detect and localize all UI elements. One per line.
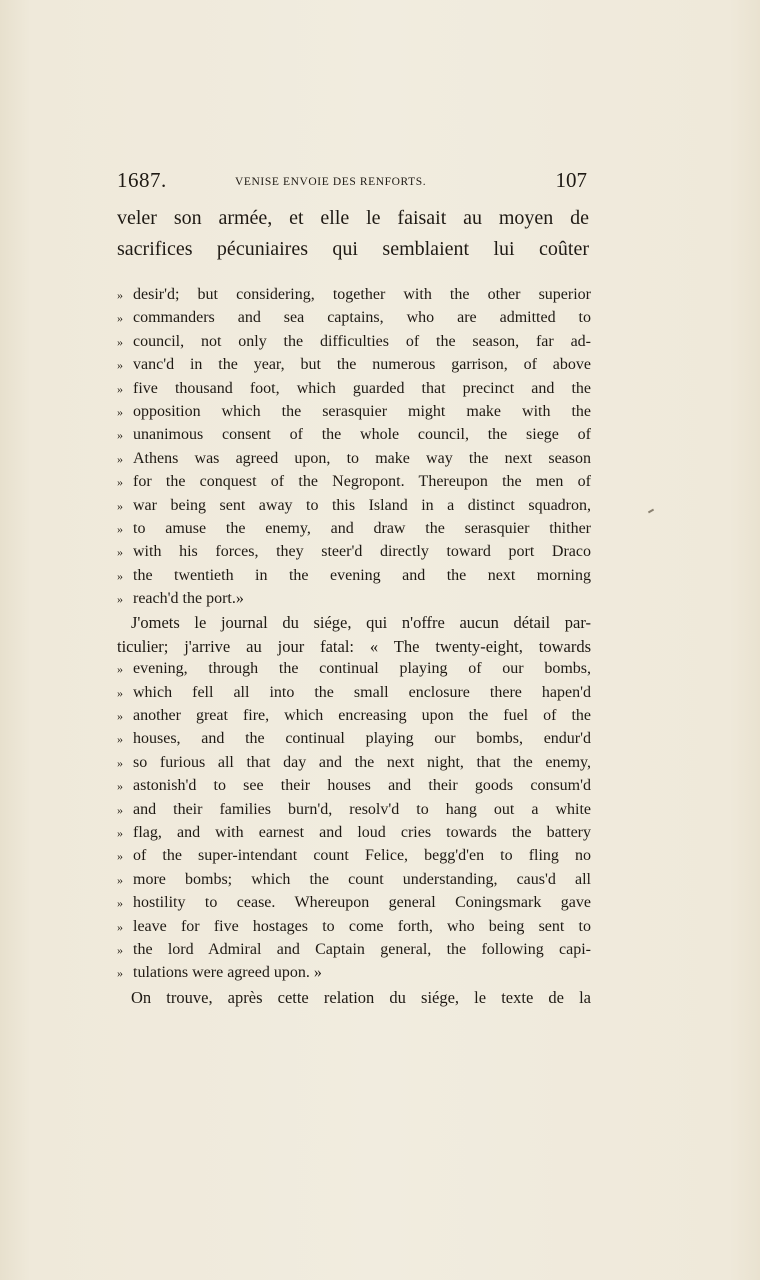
- prose-line: On trouve, après cette relation du siége, le texte de la: [131, 987, 591, 1007]
- quote-mark: »: [117, 896, 123, 911]
- quote-mark: »: [117, 779, 123, 794]
- quote-line: more bombs; which the count understanding, caus'd all: [133, 870, 591, 888]
- quote-line: flag, and with earnest and loud cries towards the battery: [133, 823, 591, 841]
- text-line: veler son armée, et elle le faisait au moyen de: [117, 207, 589, 229]
- quote-mark: »: [117, 662, 123, 677]
- quote-line: war being sent away to this Island in a distinct squadron,: [133, 496, 591, 514]
- running-title: VENISE ENVOIE DES RENFORTS.: [235, 176, 427, 188]
- quote-mark: »: [117, 498, 123, 513]
- quote-mark: »: [117, 381, 123, 396]
- quote-line: Athens was agreed upon, to make way the next season: [133, 449, 591, 467]
- quote-line: council, not only the difficulties of the season, far ad-: [133, 332, 591, 350]
- quote-line: which fell all into the small enclosure there hapen'd: [133, 683, 591, 701]
- page-header: [117, 168, 587, 198]
- quote-line: with his forces, they steer'd directly toward port Draco: [133, 543, 591, 561]
- quote-line: the lord Admiral and Captain general, the following capi-: [133, 940, 591, 958]
- quote-mark: »: [117, 849, 123, 864]
- quote-line: five thousand foot, which guarded that precinct and the: [133, 379, 591, 397]
- quote-mark: »: [117, 568, 123, 583]
- quote-line: leave for five hostages to come forth, who being sent to: [133, 917, 591, 935]
- quote-mark: »: [117, 521, 123, 536]
- quote-mark: »: [117, 545, 123, 560]
- quote-mark: »: [117, 709, 123, 724]
- quote-mark: »: [117, 802, 123, 817]
- quote-mark: »: [117, 451, 123, 466]
- quote-mark: »: [117, 592, 123, 607]
- quote-line: for the conquest of the Negropont. Thereupon the men of: [133, 473, 591, 491]
- quote-mark: »: [117, 334, 123, 349]
- quote-mark: »: [117, 732, 123, 747]
- quote-line: commanders and sea captains, who are admitted to: [133, 309, 591, 327]
- quote-mark: »: [117, 288, 123, 302]
- page-number: 107: [555, 168, 587, 192]
- quote-line: the twentieth in the evening and the next morning: [133, 566, 591, 584]
- quote-mark: »: [117, 966, 123, 981]
- quote-line: evening, through the continual playing of our bombs,: [133, 660, 591, 678]
- quote-line: opposition which the serasquier might make with the: [133, 402, 591, 420]
- quote-line: houses, and the continual playing our bombs, endur'd: [133, 730, 591, 748]
- quote-line: to amuse the enemy, and draw the serasquier thither: [133, 519, 591, 537]
- quote-line: and their families burn'd, resolv'd to hang out a white: [133, 800, 591, 818]
- quoted-passage: [117, 286, 591, 1011]
- prose-line: ticulier; j'arrive au jour fatal: « The twenty-eight, towards: [117, 636, 591, 656]
- quote-mark: »: [117, 825, 123, 840]
- quote-line: hostility to cease. Whereupon general Coningsmark gave: [133, 894, 591, 912]
- quote-line: reach'd the port.»: [133, 590, 244, 608]
- quote-line: desir'd; but considering, together with the other superior: [133, 286, 591, 303]
- quote-line: another great fire, which encreasing upon the fuel of the: [133, 707, 591, 725]
- opening-paragraph: [117, 203, 589, 265]
- quote-mark: »: [117, 311, 123, 326]
- quote-mark: »: [117, 685, 123, 700]
- quote-line: astonish'd to see their houses and their goods consum'd: [133, 777, 591, 795]
- quote-line: of the super-intendant count Felice, begg'd'en to fling no: [133, 847, 591, 865]
- quote-line: tulations were agreed upon. »: [133, 964, 322, 982]
- quote-line: unanimous consent of the whole council, the siege of: [133, 426, 591, 444]
- quote-mark: »: [117, 404, 123, 419]
- prose-line: J'omets le journal du siége, qui n'offre aucun détail par-: [131, 613, 591, 633]
- text-line: sacrifices pécuniaires qui semblaient lui coûter: [117, 238, 589, 260]
- quote-mark: »: [117, 428, 123, 443]
- quote-mark: »: [117, 475, 123, 490]
- quote-line: vanc'd in the year, but the numerous garrison, of above: [133, 356, 591, 374]
- margin-mark: [648, 509, 654, 514]
- header-year: 1687.: [117, 168, 167, 192]
- quote-mark: »: [117, 755, 123, 770]
- quote-line: so furious all that day and the next night, that the enemy,: [133, 753, 591, 771]
- quote-mark: »: [117, 942, 123, 957]
- quote-mark: »: [117, 872, 123, 887]
- quote-mark: »: [117, 919, 123, 934]
- quote-mark: »: [117, 358, 123, 373]
